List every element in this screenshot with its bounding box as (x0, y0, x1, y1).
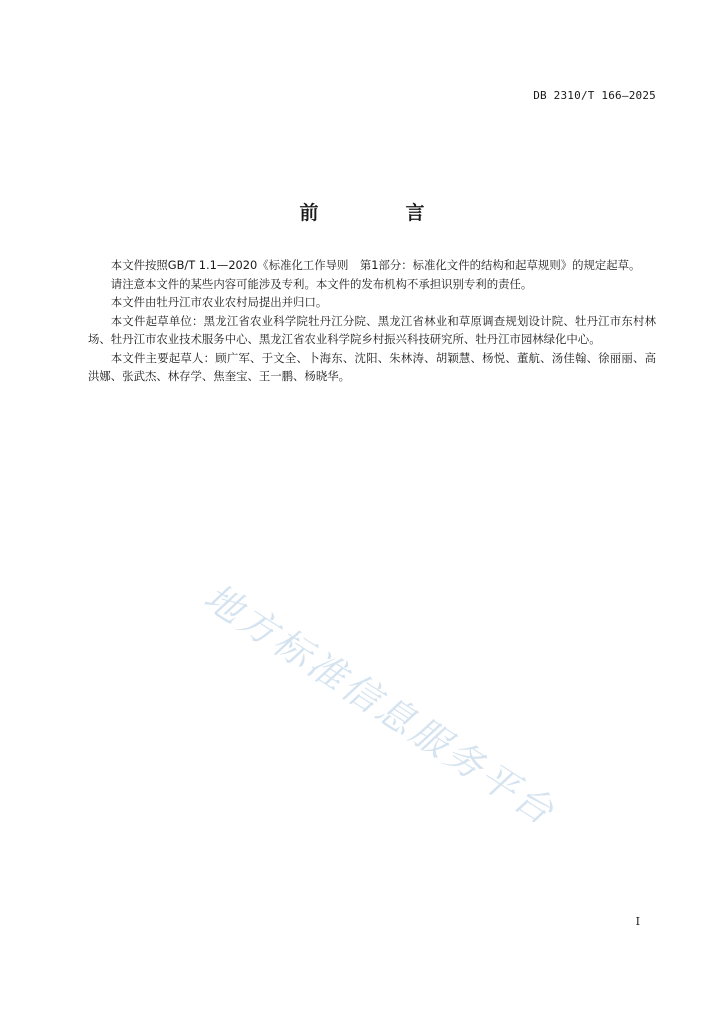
page-title: 前 言 (299, 202, 459, 224)
watermark: 地方标准信息服务平台 (196, 575, 564, 835)
document-code: DB 2310/T 166—2025 (533, 89, 656, 102)
paragraph-proposer: 本文件由牡丹江市农业农村局提出并归口。 (110, 295, 328, 309)
paragraph-patent-notice: 请注意本文件的某些内容可能涉及专利。本文件的发布机构不承担识别专利的责任。 (110, 276, 533, 291)
foreword-body (88, 256, 656, 386)
page-number: I (635, 915, 640, 928)
paragraph-drafters: 本文件主要起草人：顾广军、于文全、卜海东、沈阳、朱林涛、胡颖慧、杨悦、董航、汤佳翰、徐丽丽、高洪娜、张武杰、林存学、焦奎宝、王一鹏、杨晓华。 (88, 350, 656, 383)
paragraph-drafting-units: 本文件起草单位：黑龙江省农业科学院牡丹江分院、黑龙江省林业和草原调查规划设计院、牡丹江市东村林场、牡丹江市农业技术服务中心、黑龙江省农业科学院乡村振兴科技研究所、牡丹江市园林绿化中心。 (88, 313, 656, 346)
paragraph-drafting-rules: 本文件按照GB/T 1.1—2020《标准化工作导则 第1部分：标准化文件的结构和起草规则》的规定起草。 (110, 258, 641, 272)
